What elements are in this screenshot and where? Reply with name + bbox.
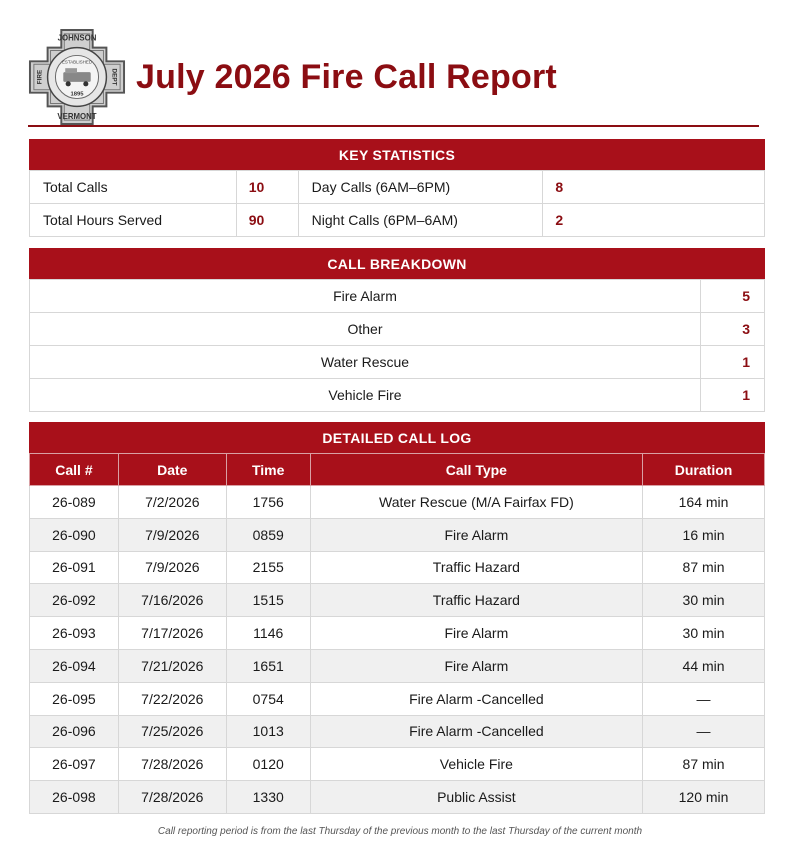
breakdown-label: Vehicle Fire [30,379,701,412]
stat-label: Total Hours Served [30,204,237,237]
logo-top-text: JOHNSON [57,33,97,43]
duration-cell: — [643,682,765,715]
breakdown-label: Water Rescue [30,346,701,379]
duration-cell: — [643,715,765,748]
call-type-cell: Traffic Hazard [310,551,642,584]
duration-cell: 87 min [643,551,765,584]
call-number-cell: 26-095 [30,682,119,715]
reporting-period-footnote: Call reporting period is from the last Thursday of the previous month to the last Thursday of the current month [157,826,643,837]
call-breakdown-heading: CALL BREAKDOWN [29,248,765,279]
key-statistics-section [29,139,765,237]
key-statistics-heading: KEY STATISTICS [29,139,765,170]
duration-cell: 44 min [643,649,765,682]
time-cell: 0754 [226,682,310,715]
duration-cell: 164 min [643,486,765,519]
call-type-cell: Public Assist [310,781,642,814]
column-header: Call # [30,454,119,486]
breakdown-count: 5 [701,280,765,313]
call-breakdown-section [29,248,765,412]
date-cell: 7/21/2026 [118,649,226,682]
key-statistics-table [29,170,765,237]
logo-bottom-text: VERMONT [57,112,97,122]
duration-cell: 87 min [643,748,765,781]
call-type-cell: Fire Alarm -Cancelled [310,715,642,748]
date-cell: 7/28/2026 [118,748,226,781]
breakdown-count: 1 [701,379,765,412]
date-cell: 7/17/2026 [118,617,226,650]
call-number-cell: 26-091 [30,551,119,584]
stats-row [30,171,765,204]
breakdown-label: Fire Alarm [30,280,701,313]
stat-value: 90 [236,204,298,237]
duration-cell: 16 min [643,518,765,551]
table-row [30,682,765,715]
table-row [30,617,765,650]
logo-right-text: DEPT [110,68,118,86]
call-number-cell: 26-092 [30,584,119,617]
call-number-cell: 26-097 [30,748,119,781]
time-cell: 1515 [226,584,310,617]
stat-value: 8 [543,171,765,204]
stat-label: Night Calls (6PM–6AM) [298,204,543,237]
call-type-cell: Vehicle Fire [310,748,642,781]
call-type-cell: Fire Alarm [310,518,642,551]
stat-value: 10 [236,171,298,204]
duration-cell: 30 min [643,584,765,617]
column-header: Call Type [310,454,642,486]
call-number-cell: 26-096 [30,715,119,748]
table-row [30,781,765,814]
call-number-cell: 26-094 [30,649,119,682]
header-divider [28,125,759,127]
table-row [30,649,765,682]
table-row [30,748,765,781]
time-cell: 1651 [226,649,310,682]
breakdown-row [30,379,765,412]
call-type-cell: Water Rescue (M/A Fairfax FD) [310,486,642,519]
fire-dept-badge-logo [28,28,126,126]
time-cell: 0120 [226,748,310,781]
time-cell: 1146 [226,617,310,650]
call-type-cell: Fire Alarm [310,617,642,650]
duration-cell: 30 min [643,617,765,650]
call-breakdown-table [29,279,765,412]
table-row [30,715,765,748]
column-header: Duration [643,454,765,486]
call-type-cell: Fire Alarm [310,649,642,682]
column-header: Date [118,454,226,486]
logo-left-text: FIRE [36,69,44,85]
breakdown-label: Other [30,313,701,346]
call-number-cell: 26-098 [30,781,119,814]
call-number-cell: 26-093 [30,617,119,650]
table-row [30,551,765,584]
date-cell: 7/25/2026 [118,715,226,748]
logo-established-text: ESTABLISHED [61,59,93,65]
breakdown-row [30,280,765,313]
call-log-section [29,422,765,814]
logo-year-text: 1895 [70,91,84,98]
date-cell: 7/9/2026 [118,518,226,551]
page-title: July 2026 Fire Call Report [136,58,557,96]
breakdown-count: 1 [701,346,765,379]
time-cell: 1330 [226,781,310,814]
call-log-table [29,453,765,814]
duration-cell: 120 min [643,781,765,814]
breakdown-row [30,346,765,379]
call-type-cell: Fire Alarm -Cancelled [310,682,642,715]
time-cell: 0859 [226,518,310,551]
date-cell: 7/22/2026 [118,682,226,715]
stat-label: Day Calls (6AM–6PM) [298,171,543,204]
call-type-cell: Traffic Hazard [310,584,642,617]
stat-label: Total Calls [30,171,237,204]
stat-value: 2 [543,204,765,237]
date-cell: 7/28/2026 [118,781,226,814]
table-row [30,486,765,519]
report-header [28,28,768,128]
date-cell: 7/9/2026 [118,551,226,584]
call-number-cell: 26-089 [30,486,119,519]
time-cell: 1013 [226,715,310,748]
date-cell: 7/16/2026 [118,584,226,617]
time-cell: 2155 [226,551,310,584]
table-row [30,518,765,551]
breakdown-row [30,313,765,346]
breakdown-count: 3 [701,313,765,346]
call-number-cell: 26-090 [30,518,119,551]
date-cell: 7/2/2026 [118,486,226,519]
time-cell: 1756 [226,486,310,519]
call-log-heading: DETAILED CALL LOG [29,422,765,453]
table-row [30,584,765,617]
stats-row [30,204,765,237]
column-header: Time [226,454,310,486]
